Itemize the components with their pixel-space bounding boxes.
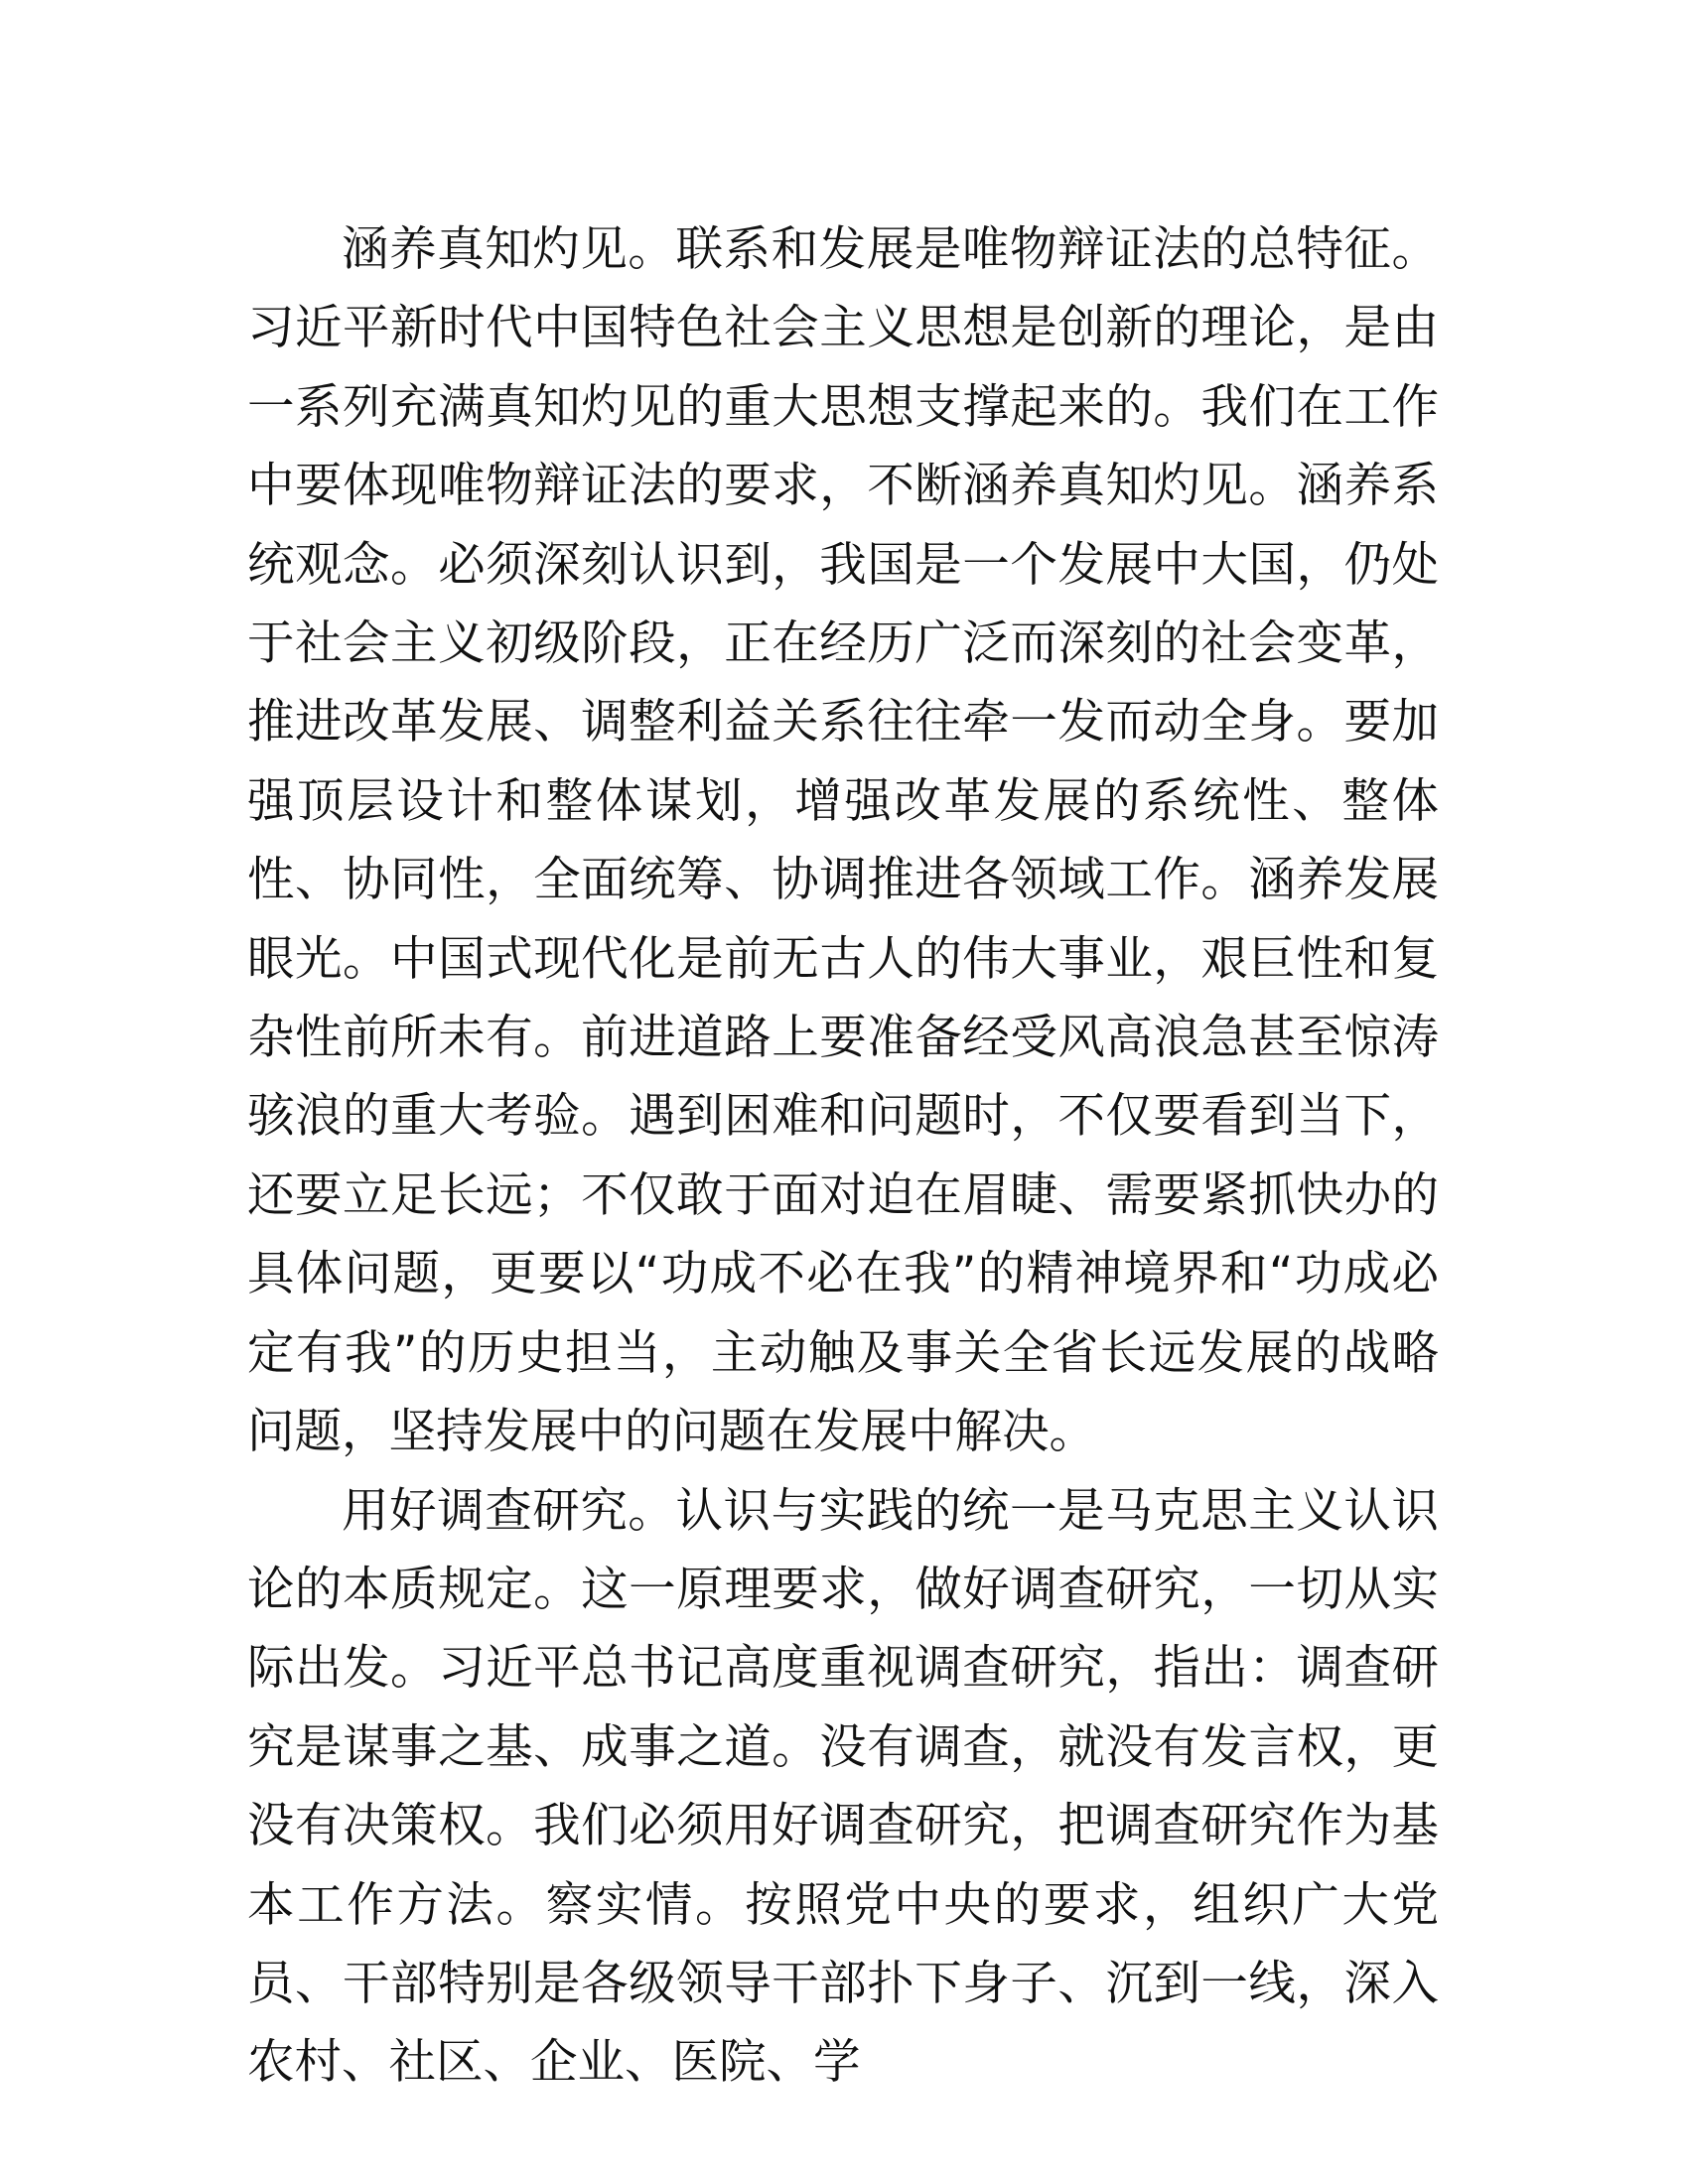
paragraph-1: 涵养真知灼见。联系和发展是唯物辩证法的总特征。习近平新时代中国特色社会主义思想是创新的理论，是由一系列充满真知灼见的重大思想支撑起来的。我们在工作中要体现唯物辩证法的要求，不断涵养真知灼见。涵养系统观念。必须深刻认识到，我国是一个发展中大国，仍处于社会主义初级阶段，正在经历广泛而深刻的社会变革，推进改革发展、调整利益关系往往牵一发而动全身。要加强顶层设计和整体谋划，增强改革发展的系统性、整体性、协同性，全面统筹、协调推进各领域工作。涵养发展眼光。中国式现代化是前无古人的伟大事业，艰巨性和复杂性前所未有。前进道路上要准备经受风高浪急甚至惊涛骇浪的重大考验。遇到困难和问题时，不仅要看到当下，还要立足长远；不仅敢于面对迫在眉睫、需要紧抓快办的具体问题，更要以“功成不必在我”的精神境界和“功成必定有我”的历史担当，主动触及事关全省长远发展的战略问题，坚持发展中的问题在发展中解决。 xyxy=(247,222,1439,1460)
document-body xyxy=(247,210,1439,2103)
paragraph-2: 用好调查研究。认识与实践的统一是马克思主义认识论的本质规定。这一原理要求，做好调查研究，一切从实际出发。习近平总书记高度重视调查研究，指出：调查研究是谋事之基、成事之道。没有调查，就没有发言权，更没有决策权。我们必须用好调查研究，把调查研究作为基本工作方法。察实情。按照党中央的要求，组织广大党员、干部特别是各级领导干部扑下身子、沉到一线，深入农村、社区、企业、医院、学 xyxy=(247,1483,1439,2091)
